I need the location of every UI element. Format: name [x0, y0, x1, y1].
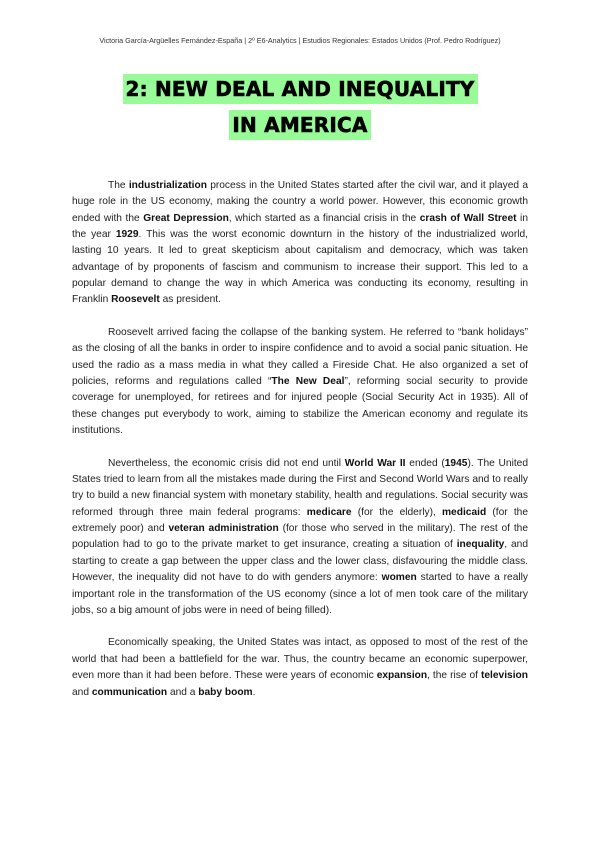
bold-text: crash of Wall Street — [419, 212, 517, 224]
paragraph — [72, 325, 528, 439]
text-run: as president. — [159, 294, 221, 306]
paragraph — [72, 178, 528, 309]
paragraph — [72, 635, 528, 700]
text-run: ”, reforming social security to provide coverage for unemployed, for retirees and for injured people (Social Security Act in 1935). All of these changes put everybody to work, aiming to stabilize the American economy and regulate its institutions. — [72, 376, 528, 437]
bold-text: veteran administration — [168, 523, 279, 535]
bold-text: medicaid — [442, 506, 487, 518]
text-run: Nevertheless, the economic crisis did not end until — [108, 457, 345, 469]
bold-text: Roosevelt — [111, 294, 160, 306]
title-line-1 — [0, 77, 600, 101]
text-run: . — [252, 686, 256, 698]
text-run: , and starting to create a gap between the upper class and the lower class, disfavouring the middle class. However, the inequality did not have to do with genders anymore: — [72, 539, 528, 584]
text-run: The — [108, 180, 129, 191]
bold-text: 1929 — [115, 229, 139, 241]
text-run: , which started as a financial crisis in the — [228, 212, 420, 224]
bold-text: expansion — [376, 670, 428, 682]
bold-text: communication — [91, 686, 168, 698]
text-run: (for the elderly), — [351, 506, 442, 518]
text-run: process in the United States started after the civil war, and it played a huge role in the US economy, making the country a world power. However, this economic growth ended with the — [72, 180, 528, 224]
text-run: started to have a really important role in the transformation of the US economy (since a lot of men took care of the military jobs, so a big amount of jobs were in need of being filled). — [72, 572, 528, 616]
text-run: Economically speaking, the United States was intact, as opposed to most of the rest of the world that had been a battlefield for the war. Thus, the country became an economic superpower, even more than it had been before. These were years of economic — [72, 637, 528, 682]
bold-text: television — [480, 670, 528, 682]
bold-text: medicare — [306, 506, 352, 518]
document-body — [72, 178, 528, 717]
text-run: , the rise of — [427, 670, 481, 682]
bold-text: Great Depression — [143, 212, 229, 224]
text-run: and — [72, 686, 92, 698]
bold-text: 1945 — [444, 457, 468, 469]
text-run: (for the extremely poor) and — [72, 506, 529, 535]
text-run: ). The United States tried to learn from all the mistakes made during the First and Second World Wars and to really try to build a new financial system with monetary stability, health and regulations. Social security was reformed through three main federal programs: — [72, 457, 528, 518]
text-run: ended ( — [405, 457, 445, 469]
text-run: (for those who served in the military). The rest of the population had to go to the private market to get insurance, creating a situation of — [72, 523, 529, 551]
text-run: and a — [167, 686, 199, 698]
text-run: . This was the worst economic downturn in the history of the industrialized world, lasting 10 years. It led to great skepticism about capitalism and democracy, which was taken advantage of by proponents of fascism and communism to increase their support. This led to a popular demand to change the way in which America was conducting its economy, resulting in Franklin — [72, 229, 528, 306]
text-run: in the year — [72, 212, 528, 241]
text-run: Roosevelt arrived facing the collapse of the banking system. He referred to “bank holidays” as the closing of all the banks in order to inspire confidence and to avoid a social panic situation. He used the radio as a mass media in what they called a Fireside Chat. He also organized a set of policies, reforms and regulations called “ — [72, 327, 528, 388]
paragraph — [72, 456, 528, 619]
document-header: Victoria García-Argüelles Fernández-España | 2º E6-Analytics | Estudios Regionales: Estados Unidos (Prof. Pedro Rodríguez) — [99, 36, 501, 45]
bold-text: The New Deal — [271, 376, 345, 388]
bold-text: industrialization — [128, 180, 207, 191]
title-text-1: 2: NEW DEAL AND INEQUALITY — [123, 74, 478, 104]
bold-text: women — [381, 572, 417, 584]
bold-text: baby boom — [198, 686, 253, 698]
bold-text: inequality — [456, 539, 505, 551]
title-line-2 — [0, 113, 600, 137]
title-text-2: IN AMERICA — [229, 110, 370, 140]
bold-text: World War II — [344, 457, 406, 469]
